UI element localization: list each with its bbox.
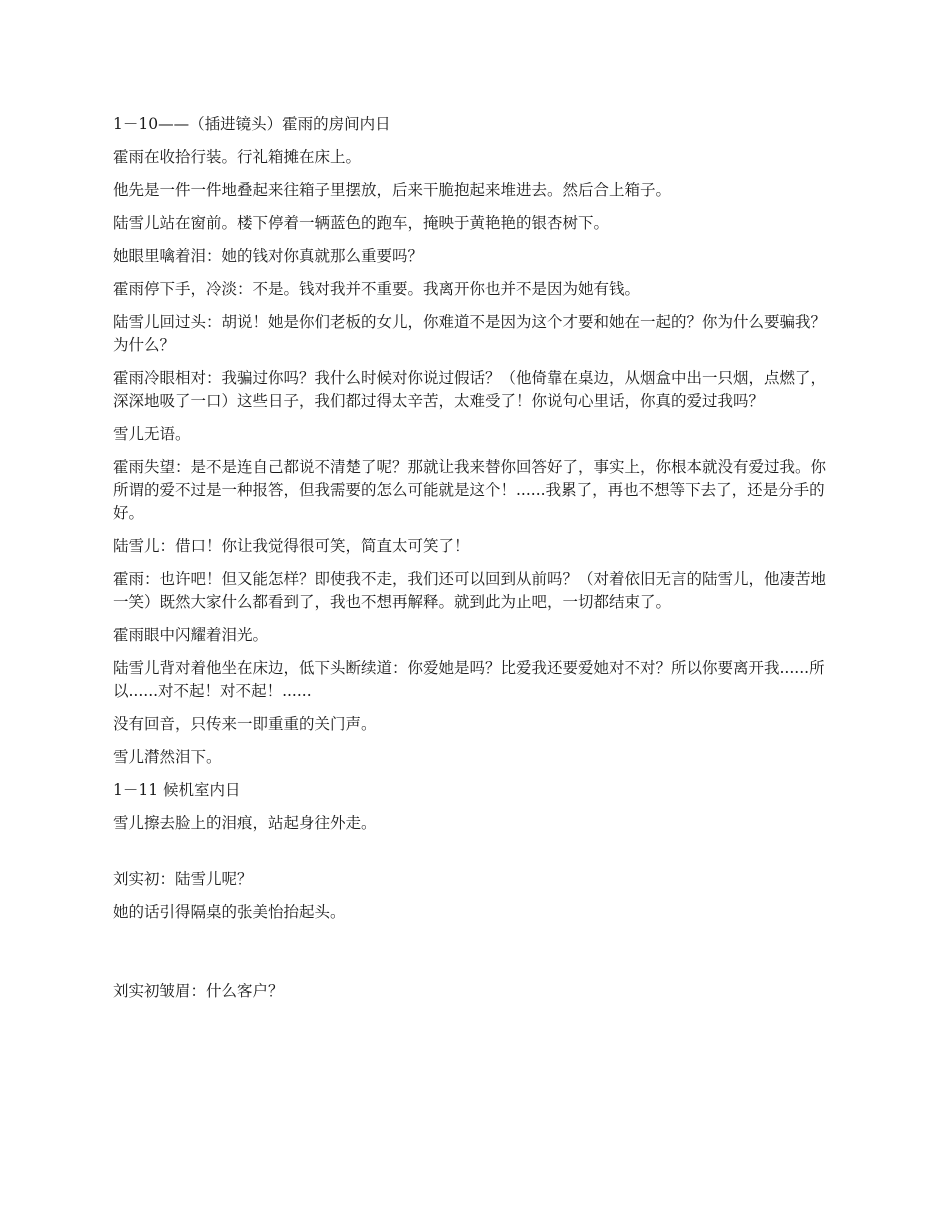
paragraph: 刘实初：陆雪儿呢？ [113, 870, 253, 888]
paragraph: 霍雨眼中闪耀着泪光。 [113, 626, 269, 644]
blank-line [113, 957, 841, 980]
paragraph: 她的话引得隔桌的张美怡抬起头。 [113, 903, 346, 921]
paragraph: 霍雨失望：是不是连自己都说不清楚了呢？那就让我来替你回答好了，事实上，你根本就没有爱过我。你所谓的爱不过是一种报答，但我需要的怎么可能就是这个！......我累了，再也不想等下去了，还是分手的好。 [113, 458, 827, 522]
paragraph: 陆雪儿：借口！你让我觉得很可笑，简直太可笑了！ [113, 537, 470, 555]
paragraph: 陆雪儿背对着他坐在床边，低下头断续道：你爱她是吗？比爱我还要爱她对不对？所以你要离开我......所以......对不起！对不起！...... [113, 659, 825, 700]
paragraph: 霍雨停下手，冷淡：不是。钱对我并不重要。我离开你也并不是因为她有钱。 [113, 280, 641, 298]
paragraph: 刘实初皱眉：什么客户？ [113, 982, 284, 1000]
paragraph: 没有回音，只传来一即重重的关门声。 [113, 715, 377, 733]
paragraph: 陆雪儿回过头：胡说！她是你们老板的女儿，你难道不是因为这个才要和她在一起的？你为什么要骗我？为什么？ [113, 313, 827, 354]
paragraph: 陆雪儿站在窗前。楼下停着一辆蓝色的跑车，掩映于黄艳艳的银杏树下。 [113, 214, 610, 232]
paragraph: 雪儿擦去脸上的泪痕，站起身往外走。 [113, 814, 377, 832]
paragraph: 霍雨冷眼相对：我骗过你吗？我什么时候对你说过假话？（他倚靠在桌边，从烟盒中出一只烟，点燃了，深深地吸了一口）这些日子，我们都过得太辛苦，太难受了！你说句心里话，你真的爱过我吗？ [113, 369, 827, 410]
blank-line [113, 845, 841, 868]
paragraph: 她眼里噙着泪：她的钱对你真就那么重要吗？ [113, 247, 424, 265]
scene-heading: 1－10——（插进镜头）霍雨的房间内日 [113, 115, 391, 133]
paragraph: 雪儿无语。 [113, 425, 191, 443]
blank-line [113, 934, 841, 957]
paragraph: 他先是一件一件地叠起来往箱子里摆放，后来干脆抱起来堆进去。然后合上箱子。 [113, 181, 672, 199]
paragraph: 霍雨在收拾行装。行礼箱摊在床上。 [113, 148, 362, 166]
document-body [113, 113, 841, 1013]
paragraph: 雪儿潸然泪下。 [113, 748, 222, 766]
scene-heading: 1－11 候机室内日 [113, 781, 241, 799]
paragraph: 霍雨：也许吧！但又能怎样？即使我不走，我们还可以回到从前吗？（对着依旧无言的陆雪儿，他凄苦地一笑）既然大家什么都看到了，我也不想再解释。就到此为止吧，一切都结束了。 [113, 570, 827, 611]
